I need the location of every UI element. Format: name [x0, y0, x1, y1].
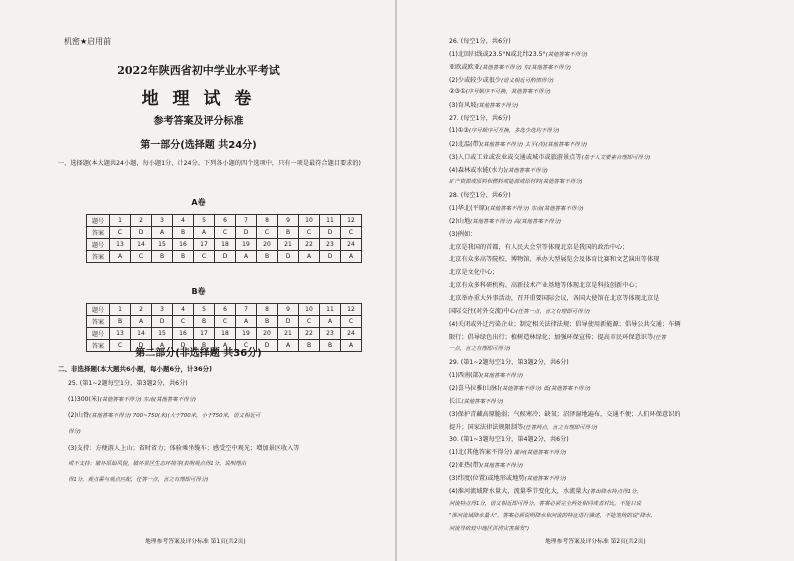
printed-text: (1)①③	[449, 126, 469, 134]
answer-cell: 19	[236, 328, 257, 340]
answer-row	[87, 227, 362, 239]
answer-line	[68, 378, 188, 387]
answer-cell: C	[236, 340, 257, 352]
answer-cell: D	[320, 251, 341, 263]
printed-text: 25. (第1~2题每空1分，第3题2分，共6分)	[68, 380, 188, 387]
table-b-label: B卷	[191, 287, 206, 296]
answer-row	[87, 215, 362, 227]
answer-line	[68, 443, 300, 452]
printed-text: (1)300(米)	[68, 396, 100, 404]
grading-note: (序号顺序可互换，多选少选均不得分)	[468, 127, 560, 134]
confidential-label: 机密★启用前	[64, 37, 112, 46]
answer-line	[449, 396, 503, 405]
answer-cell: D	[320, 227, 341, 239]
printed-text: (1)北回归线或23.5°N或北纬23.5°	[449, 50, 546, 58]
answer-cell: B	[257, 316, 278, 328]
answer-row	[87, 304, 362, 316]
answer-line	[449, 165, 548, 174]
answer-cell: 16	[173, 328, 194, 340]
answer-line	[68, 427, 81, 435]
printed-text: 北京是文化中心；	[449, 269, 499, 277]
printed-text: 29. (第1~2题每空1分，第3题2分，共6分)	[449, 359, 569, 367]
answer-cell: 10	[299, 304, 320, 316]
answer-cell: 4	[173, 304, 194, 316]
answer-cell: 13	[110, 239, 131, 251]
answer-cell: B	[173, 227, 194, 239]
printed-text: 北京有众多科研机构、高新技术产业基地等体现北京是科技创新中心；	[449, 282, 641, 290]
answer-line	[449, 511, 656, 519]
answer-cell: A	[236, 316, 257, 328]
grading-note: "淮河流域降水量大"，答案必须说明降水和河流的特征进行描述，不能笼统的说"降水、	[449, 513, 656, 520]
grading-note: (其他答案不得分)	[481, 373, 524, 380]
answer-line	[449, 344, 510, 352]
answer-cell: A	[110, 251, 131, 263]
grading-note: (语义相近可酌情得分)	[501, 77, 554, 84]
answer-cell: B	[299, 340, 320, 352]
printed-text: 26. (每空1分，共6分)	[449, 38, 511, 45]
answer-cell: 12	[341, 304, 362, 316]
answer-line	[449, 370, 523, 379]
printed-text: 长江	[449, 397, 462, 405]
answer-line	[449, 242, 628, 251]
part2-title: 第二部分(非选择题 共36分)	[135, 348, 262, 359]
printed-text: (3)纬度(位置)或地形或地势	[449, 474, 525, 482]
row-header-cell: 答案	[87, 227, 110, 239]
answer-cell: 22	[299, 328, 320, 340]
printed-text: (2)山地	[449, 217, 471, 225]
answer-cell: C	[194, 251, 215, 263]
printed-text: 提升；国家法律法规限制等	[449, 423, 524, 431]
grading-note: (其他答案不得分) 太平(洋)(其他答案不得分)	[481, 141, 588, 148]
answer-cell: C	[110, 340, 131, 352]
printed-text: 北京举办重大外事活动，召开重要国际会议，各国大使馆在北京等体现北京是	[449, 295, 660, 302]
grading-note: 灌河(其他答案不得分)	[512, 450, 567, 457]
answer-cell: 5	[194, 215, 215, 227]
answer-cell: C	[257, 227, 278, 239]
printed-text: (2)亚热(带)	[449, 462, 482, 470]
answer-cell: A	[152, 340, 173, 352]
answer-cell: C	[341, 316, 362, 328]
answer-cell: 24	[341, 239, 362, 251]
answer-line	[449, 229, 476, 238]
printed-text: (1)华北(平原)	[449, 205, 488, 213]
answer-cell: C	[173, 316, 194, 328]
answer-cell: B	[173, 251, 194, 263]
row-header-cell: 题号	[87, 239, 110, 251]
printed-text: 限行；倡导绿色出行；植树造林绿化；加强环保宣传；提高市民环保意识等	[449, 333, 654, 341]
answer-cell: 17	[194, 239, 215, 251]
answer-line	[449, 100, 518, 109]
answer-cell: 21	[278, 239, 299, 251]
answer-line	[449, 113, 511, 122]
row-header-cell: 题号	[87, 304, 110, 316]
answer-cell: 2	[131, 215, 152, 227]
grading-note: (其他答案不得分)	[545, 51, 588, 58]
answer-cell: 19	[236, 239, 257, 251]
grading-note: 河流导致较中地区洪涝灾害频发")	[449, 526, 530, 533]
answer-line	[449, 280, 641, 289]
answer-cell: C	[299, 316, 320, 328]
answer-line	[68, 475, 208, 483]
answer-line	[449, 254, 659, 263]
answer-line	[449, 409, 681, 418]
exam-title: 2022年陕西省初中学业水平考试	[117, 64, 280, 77]
answer-line	[449, 486, 642, 495]
printed-text: (2)北温(带)	[449, 140, 482, 148]
answer-cell: 12	[341, 215, 362, 227]
answer-line	[449, 62, 571, 71]
printed-text: 北京是我国的首都，有人民大会堂等体现北京是我国的政治中心；	[449, 243, 629, 251]
answer-cell: 9	[278, 215, 299, 227]
answer-cell: D	[278, 251, 299, 263]
grading-note: (基于人文要素合理即可得分)	[581, 154, 651, 161]
grading-note: (任答一点，言之有理即可得分)	[515, 308, 590, 315]
row-header-cell: 题号	[87, 328, 110, 340]
answer-cell: 23	[320, 239, 341, 251]
answer-line	[449, 319, 681, 328]
answer-cell: 15	[152, 328, 173, 340]
answer-line	[68, 459, 246, 467]
grading-note: (其他答案不得分) 低(其他答案不得分)	[499, 385, 591, 392]
answer-line	[449, 447, 567, 456]
answer-line	[449, 422, 598, 431]
answer-cell: 13	[110, 328, 131, 340]
answer-cell: 9	[278, 304, 299, 316]
printed-text: 27. (每空1分，共6分)	[449, 115, 511, 123]
grading-note: (其他答案不得分)	[481, 463, 524, 470]
answer-line	[449, 460, 523, 469]
printed-text: 亚欧或欧亚	[449, 63, 480, 71]
answer-cell: 10	[299, 215, 320, 227]
answer-line	[449, 203, 584, 212]
section2-heading: 二、非选择题(本大题共6小题，每小题6分，计36分)	[58, 365, 213, 373]
answer-line	[449, 293, 659, 302]
answer-line	[449, 332, 666, 341]
answer-line	[449, 75, 554, 84]
grading-note: (任答两点，言之有理即可得分)	[523, 424, 598, 431]
answer-line	[449, 306, 590, 315]
answer-cell: A	[299, 251, 320, 263]
answer-cell: 20	[257, 239, 278, 251]
answer-cell: B	[278, 227, 299, 239]
printed-text: (2)山脊	[68, 412, 90, 420]
answer-cell: 5	[194, 304, 215, 316]
answer-row	[87, 239, 362, 251]
grading-note: (其他答案不得分)	[461, 398, 504, 405]
answer-line	[449, 49, 588, 58]
answer-line	[449, 473, 566, 482]
answer-cell: A	[152, 227, 173, 239]
printed-text: (3)育风坡	[449, 102, 477, 110]
answer-cell: 16	[173, 239, 194, 251]
answer-line	[449, 524, 529, 532]
printed-text: (2)喜马拉雅(山脉)	[449, 384, 500, 392]
answer-cell: 8	[257, 215, 278, 227]
answer-cell: 21	[278, 328, 299, 340]
answer-cell: 2	[131, 304, 152, 316]
answer-cell: D	[215, 251, 236, 263]
printed-text: (3)人口或工业或农业或交通或城市或旅游景点等	[449, 153, 582, 161]
row-header-cell: 题号	[87, 215, 110, 227]
answer-cell: 15	[152, 239, 173, 251]
answer-cell: B	[194, 340, 215, 352]
answer-cell: D	[152, 316, 173, 328]
answer-cell: A	[131, 316, 152, 328]
answer-cell: 18	[215, 239, 236, 251]
answer-cell: 11	[320, 304, 341, 316]
answer-cell: 24	[341, 328, 362, 340]
answer-cell: D	[131, 340, 152, 352]
grading-note: 得分)	[68, 428, 81, 435]
grading-note: (其他答案不得分)	[505, 167, 548, 174]
printed-text: 国际交往(对外交流)中心	[449, 307, 516, 315]
answer-row	[87, 328, 362, 340]
part1-title: 第一部分(选择题 共24分)	[140, 140, 257, 151]
row-header-cell: 答案	[87, 340, 110, 352]
answer-line	[449, 357, 569, 366]
answer-cell: 6	[215, 215, 236, 227]
answer-cell: D	[278, 316, 299, 328]
printed-text: (3)保护青藏高原脆弱；气候寒冷；缺氧；沼泽湿地遍布，交通不便；人们环保意识的	[449, 410, 681, 418]
answer-cell: 3	[152, 215, 173, 227]
table-a-label: A卷	[191, 198, 206, 207]
printed-text: ②③①	[449, 88, 466, 96]
printed-text: 30. (第1~3题每空1分，第4题2分，共6分)	[449, 436, 569, 444]
answer-cell: B	[110, 316, 131, 328]
grading-note: (其他答案不得分) 东南(其他答案不得分)	[99, 397, 196, 404]
answer-cell: C	[299, 227, 320, 239]
answer-cell: 3	[152, 304, 173, 316]
printed-text: (1)西南(部)	[449, 372, 482, 380]
grading-note: (其他答案不得分) 高(其他答案不得分)	[470, 218, 562, 225]
grading-note: 河流特点得1分，语义相近即可得分。答案必须完全两处相同或者对比，不能只说	[449, 500, 642, 507]
answer-line	[449, 434, 569, 443]
answer-line	[449, 383, 591, 392]
left-footer: 地理参考答案及评分标准 第1页(共2页)	[145, 539, 246, 545]
answer-cell: D	[236, 227, 257, 239]
answer-cell: A	[278, 340, 299, 352]
answer-cell: B	[194, 316, 215, 328]
subject-title: 地 理 试 卷	[141, 89, 256, 109]
printed-text: 28. (每空1分，共6分)	[449, 192, 511, 200]
subtitle: 参考答案及评分标准	[153, 116, 244, 127]
answer-cell: D	[131, 227, 152, 239]
answer-cell: C	[110, 227, 131, 239]
right-footer: 地理参考答案及评分标准 第2页(共2页)	[545, 539, 646, 545]
answer-line	[449, 152, 650, 161]
grading-note: (其他答案不得分) 700~750(米)(大于700米，小于750米，语义相近可	[89, 413, 261, 420]
printed-text: (3)例如：	[449, 230, 477, 238]
printed-text: (2)少或较少或很少	[449, 76, 502, 84]
answer-cell: A	[215, 340, 236, 352]
printed-text: 北京有众多高等院校、博物馆、承办大型展览会及体育比赛和文艺演出等体现	[449, 256, 660, 264]
answer-cell: B	[152, 251, 173, 263]
answer-line	[449, 190, 511, 199]
section1-heading: 一、选择题(本大题共24小题，每小题1分，计24分。下列各小题的四个选项中，只有一项是最符合题目要求的)	[58, 160, 361, 167]
answer-line	[449, 36, 511, 45]
answer-line	[449, 216, 561, 225]
answer-cell: C	[215, 227, 236, 239]
grading-note: (其他答案不得分)	[476, 103, 519, 110]
answer-cell: 6	[215, 304, 236, 316]
answer-line	[449, 126, 559, 134]
answer-cell: 4	[173, 215, 194, 227]
answer-cell: B	[257, 251, 278, 263]
answer-cell: 1	[110, 304, 131, 316]
answer-cell: 14	[131, 239, 152, 251]
answer-cell: B	[320, 340, 341, 352]
answer-line	[68, 410, 260, 419]
answer-cell: D	[173, 340, 194, 352]
answer-cell: A	[341, 340, 362, 352]
answer-cell: 7	[236, 304, 257, 316]
row-header-cell: 答案	[87, 251, 110, 263]
answer-cell: 17	[194, 328, 215, 340]
answer-line	[449, 499, 641, 507]
printed-text: (4)关闭或外迁污染企业；制定相关法律法规；倡导使用新能源；倡导公共交通；车辆	[449, 320, 681, 328]
printed-text: (4)森林或水能(水力)	[449, 166, 506, 174]
answer-row	[87, 316, 362, 328]
answer-cell: 7	[236, 215, 257, 227]
answer-cell: 20	[257, 328, 278, 340]
answer-cell: 8	[257, 304, 278, 316]
answer-cell: 1	[110, 215, 131, 227]
printed-text: (1)北(其他答案不得分)	[449, 449, 513, 457]
answer-cell: A	[320, 316, 341, 328]
grading-note: (序号顺序不可换，其他答案不得分)	[465, 89, 551, 96]
grading-note: (其他答案不得分) 东南(其他答案不得分)	[487, 206, 584, 213]
answer-cell: 22	[299, 239, 320, 251]
answer-table-a	[86, 214, 362, 263]
grading-note: 或不支持：破坏原始风貌，破坏景区生态环境等(表明观点得1分，说明理由	[68, 461, 247, 467]
answer-line	[449, 177, 583, 185]
answer-cell: A	[194, 227, 215, 239]
answer-cell: A	[341, 251, 362, 263]
answer-cell: 14	[131, 328, 152, 340]
grading-note: 一点，言之有理即可得分)	[449, 346, 511, 353]
answer-cell: 18	[215, 328, 236, 340]
grading-note: (答出降水特点得1分，	[587, 488, 642, 495]
row-header-cell: 答案	[87, 316, 110, 328]
grading-note: (其他答案不得分) 东(其他答案不得分)	[479, 64, 571, 71]
answer-row	[87, 251, 362, 263]
answer-cell: C	[131, 251, 152, 263]
answer-cell: 23	[320, 328, 341, 340]
grading-note: 得1分，观点需与观点匹配，任答一点，言之有理即可得分)	[68, 477, 209, 484]
grading-note: 矿产资源或原料和燃料或能源或原材料(其他答案不得分)	[449, 179, 583, 186]
answer-cell: C	[215, 316, 236, 328]
printed-text: (4)淮河流域降水量大，流量季节变化大，水流量大	[449, 487, 588, 495]
right-page	[397, 0, 794, 561]
answer-cell: A	[236, 251, 257, 263]
answer-line	[449, 87, 551, 95]
answer-cell: D	[257, 340, 278, 352]
answer-cell: C	[341, 227, 362, 239]
answer-line	[449, 267, 499, 276]
grading-note: (其他答案不得分)	[524, 475, 567, 482]
grading-note: (任答	[653, 334, 667, 341]
answer-line	[449, 139, 587, 148]
answer-cell: 11	[320, 215, 341, 227]
printed-text: (3)支持：方便游人上山；省时省力；体验乘坐缆车；感受空中观光；增加景区收入等	[68, 444, 300, 452]
answer-line	[68, 394, 196, 403]
